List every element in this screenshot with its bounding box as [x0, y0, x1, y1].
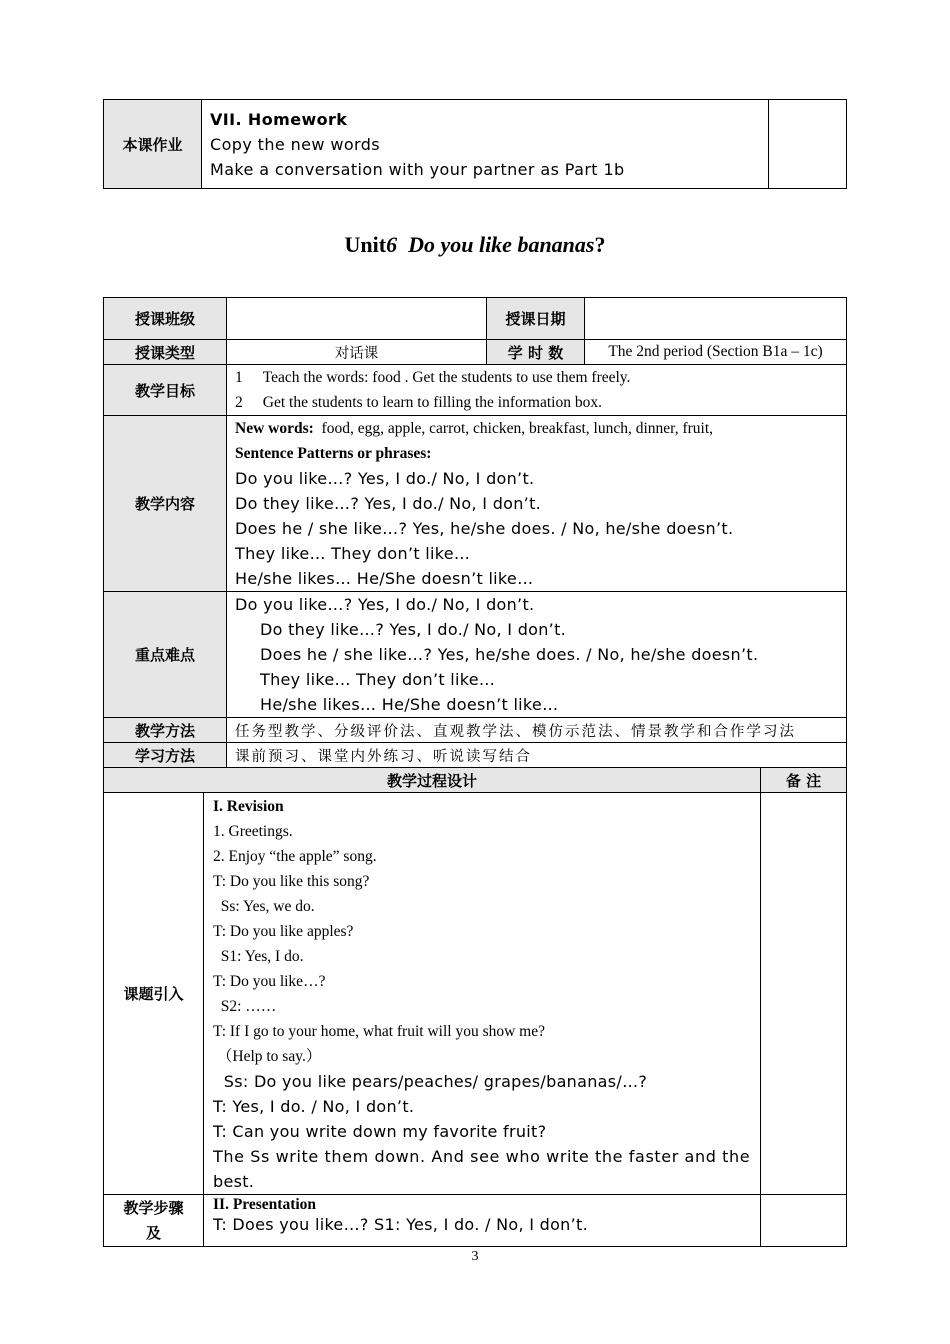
new-words-line [235, 416, 846, 441]
key-point-line: They like… They don’t like… [260, 670, 496, 689]
homework-notes-cell [769, 100, 847, 189]
title-number: 6 [386, 232, 398, 257]
key-point-line: He/she likes… He/She doesn’t like… [260, 695, 559, 714]
content-cell [227, 416, 847, 592]
revision-notes-cell [761, 793, 847, 1195]
revision-line: T: Do you like this song? [213, 873, 370, 890]
steps-label: 教学步骤 及 [104, 1195, 204, 1247]
type-value: 对话课 [227, 340, 487, 365]
key-point-line: Do you like…? Yes, I do./ No, I don’t. [235, 595, 535, 614]
revision-line: Ss: Do you like pears/peaches/ grapes/bananas/…? [213, 1072, 648, 1091]
homework-table [103, 99, 847, 189]
title-question: Do you like bananas [408, 232, 595, 257]
new-words: food, egg, apple, carrot, chicken, breakfast, lunch, dinner, fruit, [321, 420, 714, 437]
notes-header: 备 注 [761, 768, 847, 793]
homework-label: 本课作业 [104, 100, 202, 189]
revision-line: T: If I go to your home, what fruit will you show me? [213, 1023, 545, 1040]
homework-content [202, 100, 769, 189]
key-points-cell [227, 592, 847, 718]
learning-method-value: 课前预习、课堂内外练习、听说读写结合 [227, 743, 847, 768]
new-words-label: New words: [235, 420, 314, 437]
objective-item: 1 Teach the words: food . Get the students to use them freely. [235, 369, 631, 386]
revision-line: 2. Enjoy “the apple” song. [213, 848, 377, 865]
pattern-line: He/she likes… He/She doesn’t like… [235, 569, 534, 588]
revision-cell [204, 793, 761, 1195]
presentation-heading: II. Presentation [213, 1196, 317, 1213]
pattern-line: They like… They don’t like… [235, 544, 471, 563]
objective-item: 2 Get the students to learn to filling the information box. [235, 394, 602, 411]
revision-line: S2: …… [213, 998, 277, 1015]
revision-line: T: Do you like apples? [213, 923, 354, 940]
patterns-label: Sentence Patterns or phrases: [235, 445, 432, 462]
teaching-method-value: 任务型教学、分级评价法、直观教学法、模仿示范法、情景教学和合作学习法 [227, 718, 847, 743]
key-point-line: Does he / she like…? Yes, he/she does. / No, he/she doesn’t. [260, 645, 759, 664]
revision-line: T: Can you write down my favorite fruit? [213, 1122, 547, 1141]
revision-line: 1. Greetings. [213, 823, 293, 840]
page-title [0, 232, 950, 258]
presentation-notes-cell [761, 1195, 847, 1247]
presentation-line: T: Does you like…? S1: Yes, I do. / No, I don’t. [213, 1215, 588, 1234]
intro-label: 课题引入 [104, 793, 204, 1195]
revision-line: Ss: Yes, we do. [213, 898, 315, 915]
class-value [227, 298, 487, 340]
type-label: 授课类型 [104, 340, 227, 365]
revision-line: （Help to say.） [213, 1048, 322, 1065]
pattern-line: Does he / she like…? Yes, he/she does. / No, he/she doesn’t. [235, 519, 734, 538]
objectives-content [227, 365, 847, 416]
revision-line: T: Do you like…? [213, 973, 326, 990]
key-point-line: Do they like…? Yes, I do./ No, I don’t. [260, 620, 567, 639]
date-label: 授课日期 [487, 298, 585, 340]
date-value [585, 298, 847, 340]
homework-line: Copy the new words [210, 134, 381, 154]
presentation-cell [204, 1195, 761, 1247]
key-points-label: 重点难点 [104, 592, 227, 718]
hours-label: 学 时 数 [487, 340, 585, 365]
title-mark: ? [594, 232, 606, 257]
revision-heading: I. Revision [213, 798, 284, 815]
revision-line: T: Yes, I do. / No, I don’t. [213, 1097, 415, 1116]
title-prefix: Unit [344, 232, 387, 257]
revision-line: S1: Yes, I do. [213, 948, 304, 965]
pattern-line: Do they like…? Yes, I do./ No, I don’t. [235, 494, 542, 513]
teaching-method-label: 教学方法 [104, 718, 227, 743]
class-label: 授课班级 [104, 298, 227, 340]
page-number: 3 [471, 1249, 479, 1264]
content-label: 教学内容 [104, 416, 227, 592]
hours-value: The 2nd period (Section B1a – 1c) [585, 340, 847, 365]
homework-heading: VII. Homework [210, 109, 348, 129]
revision-line: The Ss write them down. And see who write the faster and the [213, 1147, 751, 1166]
revision-line: best. [213, 1172, 255, 1191]
homework-line: Make a conversation with your partner as Part 1b [210, 159, 625, 179]
lesson-plan-table [103, 297, 847, 1247]
pattern-line: Do you like…? Yes, I do./ No, I don’t. [235, 469, 535, 488]
learning-method-label: 学习方法 [104, 743, 227, 768]
objectives-label: 教学目标 [104, 365, 227, 416]
process-header: 教学过程设计 [104, 768, 761, 793]
